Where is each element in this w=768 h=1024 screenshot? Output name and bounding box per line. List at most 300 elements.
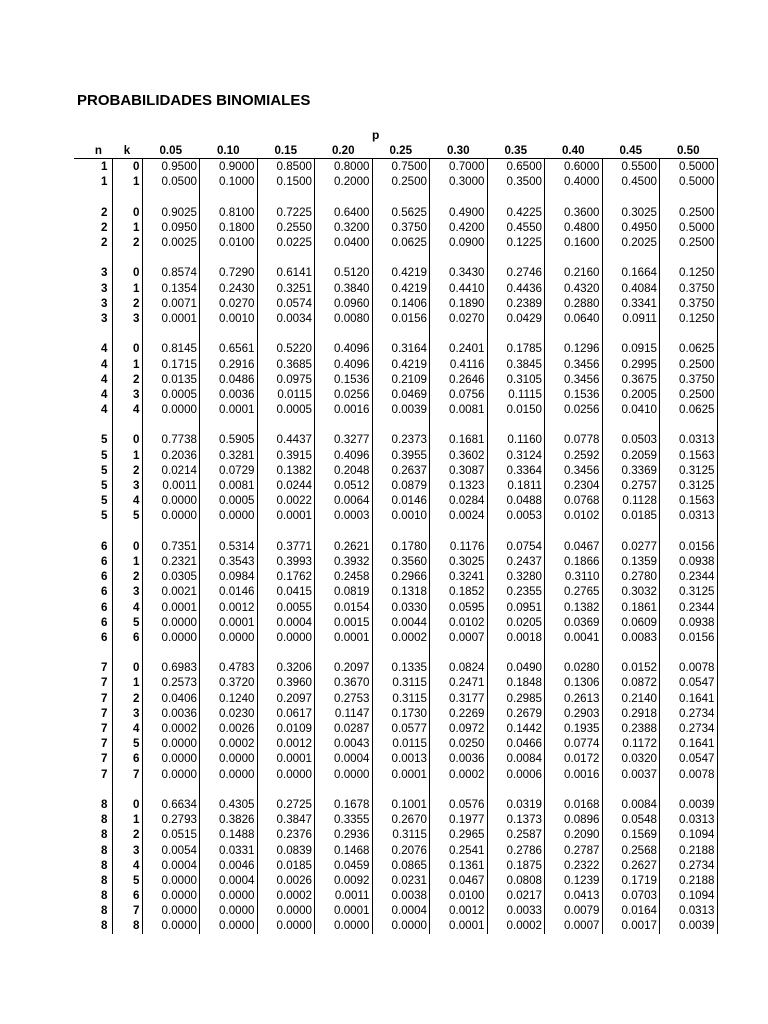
cell-probability: 0.1115 — [487, 387, 545, 402]
cell-probability: 0.2471 — [430, 675, 488, 690]
cell-probability: 0.3955 — [372, 448, 430, 463]
cell-probability: 0.3115 — [372, 675, 430, 690]
cell-probability: 0.0951 — [487, 599, 545, 614]
table-row — [74, 372, 717, 387]
cell-probability: 0.1569 — [602, 827, 660, 842]
cell-probability: 0.1641 — [660, 691, 718, 706]
cell-k: 3 — [112, 584, 142, 599]
cell-probability: 0.2430 — [200, 281, 258, 296]
cell-probability: 0.0490 — [487, 660, 545, 675]
cell-probability: 0.3125 — [660, 584, 718, 599]
cell-probability: 0.0003 — [315, 508, 373, 523]
table-header-row — [74, 143, 717, 159]
cell-probability: 0.1250 — [660, 311, 718, 326]
spacer-cell — [660, 782, 718, 797]
cell-probability: 0.3000 — [430, 174, 488, 189]
cell-k: 2 — [112, 827, 142, 842]
cell-probability: 0.1848 — [487, 675, 545, 690]
header-p: 0.05 — [142, 143, 200, 159]
cell-probability: 0.2500 — [660, 235, 718, 250]
cell-probability: 0.0011 — [315, 888, 373, 903]
cell-probability: 0.2140 — [602, 691, 660, 706]
cell-probability: 0.1678 — [315, 797, 373, 812]
cell-n: 2 — [101, 236, 108, 250]
cell-probability: 0.5000 — [660, 159, 718, 175]
cell-k: 0 — [112, 797, 142, 812]
spacer-cell — [545, 645, 603, 660]
cell-probability: 0.2321 — [142, 554, 200, 569]
cell-n: 7 — [101, 661, 108, 675]
cell-probability: 0.0839 — [257, 842, 315, 857]
cell-probability: 0.0400 — [315, 235, 373, 250]
cell-probability: 0.2401 — [430, 341, 488, 356]
cell-probability: 0.0084 — [602, 797, 660, 812]
cell-probability: 0.1094 — [660, 827, 718, 842]
cell-probability: 0.0002 — [142, 721, 200, 736]
cell-probability: 0.0013 — [372, 751, 430, 766]
spacer-cell — [372, 326, 430, 341]
cell-probability: 0.4225 — [487, 205, 545, 220]
table-row — [74, 432, 717, 447]
spacer-cell — [257, 782, 315, 797]
table-row — [74, 159, 717, 175]
cell-k: 4 — [112, 858, 142, 873]
spacer-cell — [545, 524, 603, 539]
spacer-cell — [602, 417, 660, 432]
cell-probability: 0.4116 — [430, 356, 488, 371]
cell-probability: 0.0083 — [602, 630, 660, 645]
cell-k: 8 — [112, 918, 142, 933]
cell-probability: 0.0768 — [545, 493, 603, 508]
cell-probability: 0.0640 — [545, 311, 603, 326]
cell-probability: 0.0001 — [142, 599, 200, 614]
cell-probability: 0.4320 — [545, 281, 603, 296]
spacer-cell — [200, 250, 258, 265]
table-row — [74, 174, 717, 189]
cell-n: 3 — [101, 281, 108, 295]
spacer-cell — [142, 417, 200, 432]
cell-probability: 0.0002 — [372, 630, 430, 645]
cell-probability: 0.2344 — [660, 599, 718, 614]
cell-probability: 0.0033 — [487, 903, 545, 918]
cell-probability: 0.9025 — [142, 205, 200, 220]
cell-probability: 0.0010 — [372, 508, 430, 523]
cell-probability: 0.5000 — [660, 220, 718, 235]
cell-probability: 0.4410 — [430, 281, 488, 296]
spacer-cell — [487, 524, 545, 539]
cell-probability: 0.0469 — [372, 387, 430, 402]
cell-probability: 0.3750 — [660, 372, 718, 387]
spacer-cell — [112, 417, 142, 432]
header-p: 0.30 — [430, 143, 488, 159]
cell-probability: 0.0102 — [430, 615, 488, 630]
spacer-cell — [430, 189, 488, 204]
cell-probability: 0.4096 — [315, 341, 373, 356]
cell-probability: 0.3281 — [200, 448, 258, 463]
table-row — [74, 888, 717, 903]
cell-probability: 0.2592 — [545, 448, 603, 463]
cell-probability: 0.1811 — [487, 478, 545, 493]
cell-probability: 0.3960 — [257, 675, 315, 690]
cell-probability: 0.3025 — [430, 554, 488, 569]
cell-k: 4 — [112, 721, 142, 736]
cell-probability: 0.0000 — [142, 767, 200, 782]
cell-probability: 0.0016 — [315, 402, 373, 417]
cell-n: 6 — [101, 570, 108, 584]
cell-probability: 0.0548 — [602, 812, 660, 827]
cell-probability: 0.1172 — [602, 736, 660, 751]
cell-n: 8 — [101, 828, 108, 842]
cell-probability: 0.0000 — [315, 767, 373, 782]
cell-n: 4 — [101, 372, 108, 386]
cell-probability: 0.2005 — [602, 387, 660, 402]
cell-probability: 0.3369 — [602, 463, 660, 478]
spacer-cell — [430, 417, 488, 432]
cell-probability: 0.0012 — [200, 599, 258, 614]
cell-probability: 0.3847 — [257, 812, 315, 827]
cell-probability: 0.0156 — [660, 630, 718, 645]
cell-probability: 0.3125 — [660, 463, 718, 478]
cell-probability: 0.0152 — [602, 660, 660, 675]
cell-probability: 0.7738 — [142, 432, 200, 447]
cell-probability: 0.0000 — [200, 918, 258, 933]
spacer-cell — [602, 189, 660, 204]
cell-probability: 0.1094 — [660, 888, 718, 903]
cell-k: 0 — [112, 159, 142, 175]
cell-probability: 0.1600 — [545, 235, 603, 250]
cell-probability: 0.5905 — [200, 432, 258, 447]
spacer-cell — [545, 326, 603, 341]
cell-probability: 0.2355 — [487, 584, 545, 599]
cell-probability: 0.3277 — [315, 432, 373, 447]
cell-probability: 0.2376 — [257, 827, 315, 842]
table-row — [74, 463, 717, 478]
spacer-cell — [112, 645, 142, 660]
cell-probability: 0.0164 — [602, 903, 660, 918]
cell-probability: 0.0080 — [315, 311, 373, 326]
spacer-cell — [315, 645, 373, 660]
cell-probability: 0.0774 — [545, 736, 603, 751]
cell-probability: 0.1160 — [487, 432, 545, 447]
cell-probability: 0.0287 — [315, 721, 373, 736]
spacer-cell — [487, 782, 545, 797]
cell-probability: 0.2965 — [430, 827, 488, 842]
cell-probability: 0.2109 — [372, 372, 430, 387]
cell-n: 3 — [101, 296, 108, 310]
cell-probability: 0.0109 — [257, 721, 315, 736]
cell-probability: 0.2389 — [487, 296, 545, 311]
cell-probability: 0.2344 — [660, 569, 718, 584]
cell-probability: 0.1664 — [602, 265, 660, 280]
table-row — [74, 235, 717, 250]
cell-probability: 0.2880 — [545, 296, 603, 311]
spacer-cell — [372, 417, 430, 432]
cell-probability: 0.0001 — [257, 508, 315, 523]
table-row — [74, 220, 717, 235]
cell-probability: 0.0824 — [430, 660, 488, 675]
cell-probability: 0.2160 — [545, 265, 603, 280]
cell-probability: 0.0046 — [200, 858, 258, 873]
cell-probability: 0.0026 — [200, 721, 258, 736]
cell-probability: 0.0466 — [487, 736, 545, 751]
cell-probability: 0.0016 — [545, 767, 603, 782]
cell-probability: 0.4219 — [372, 265, 430, 280]
cell-k: 3 — [112, 311, 142, 326]
cell-probability: 0.0081 — [430, 402, 488, 417]
cell-k: 2 — [112, 691, 142, 706]
cell-n: 8 — [101, 843, 108, 857]
cell-probability: 0.2734 — [660, 706, 718, 721]
cell-probability: 0.2587 — [487, 827, 545, 842]
cell-probability: 0.0001 — [142, 311, 200, 326]
cell-probability: 0.7225 — [257, 205, 315, 220]
cell-probability: 0.0021 — [142, 584, 200, 599]
cell-probability: 0.1354 — [142, 281, 200, 296]
table-row — [74, 767, 717, 782]
cell-probability: 0.2916 — [200, 356, 258, 371]
cell-probability: 0.4305 — [200, 797, 258, 812]
spacer-cell — [112, 326, 142, 341]
cell-probability: 0.8145 — [142, 341, 200, 356]
table-row — [74, 675, 717, 690]
table-row — [74, 539, 717, 554]
cell-probability: 0.0625 — [660, 402, 718, 417]
cell-k: 0 — [112, 539, 142, 554]
spacer-cell — [430, 782, 488, 797]
spacer-cell — [142, 645, 200, 660]
cell-probability: 0.2076 — [372, 842, 430, 857]
cell-n: 6 — [101, 615, 108, 629]
cell-probability: 0.1852 — [430, 584, 488, 599]
table-row — [74, 402, 717, 417]
spacer-cell — [257, 250, 315, 265]
cell-probability: 0.0415 — [257, 584, 315, 599]
cell-probability: 0.0000 — [200, 888, 258, 903]
cell-probability: 0.0214 — [142, 463, 200, 478]
spacer-cell — [112, 250, 142, 265]
cell-probability: 0.3543 — [200, 554, 258, 569]
cell-probability: 0.2734 — [660, 721, 718, 736]
cell-probability: 0.1563 — [660, 448, 718, 463]
cell-probability: 0.0034 — [257, 311, 315, 326]
cell-probability: 0.2725 — [257, 797, 315, 812]
cell-probability: 0.2388 — [602, 721, 660, 736]
cell-probability: 0.1861 — [602, 599, 660, 614]
cell-probability: 0.0256 — [545, 402, 603, 417]
cell-probability: 0.0000 — [257, 918, 315, 933]
spacer-cell — [200, 645, 258, 660]
cell-k: 2 — [112, 463, 142, 478]
cell-probability: 0.0018 — [487, 630, 545, 645]
cell-probability: 0.2613 — [545, 691, 603, 706]
cell-probability: 0.6983 — [142, 660, 200, 675]
header-p: 0.15 — [257, 143, 315, 159]
cell-probability: 0.3364 — [487, 463, 545, 478]
cell-probability: 0.2097 — [315, 660, 373, 675]
cell-probability: 0.3341 — [602, 296, 660, 311]
cell-probability: 0.2568 — [602, 842, 660, 857]
spacer-cell — [602, 250, 660, 265]
table-row — [74, 842, 717, 857]
binomial-table — [74, 143, 718, 934]
cell-probability: 0.7351 — [142, 539, 200, 554]
cell-probability: 0.1225 — [487, 235, 545, 250]
cell-probability: 0.0911 — [602, 311, 660, 326]
cell-n: 5 — [101, 463, 108, 477]
cell-probability: 0.0001 — [372, 767, 430, 782]
cell-probability: 0.0006 — [487, 767, 545, 782]
cell-probability: 0.1866 — [545, 554, 603, 569]
cell-probability: 0.0150 — [487, 402, 545, 417]
spacer-cell — [660, 524, 718, 539]
cell-probability: 0.0000 — [257, 903, 315, 918]
cell-probability: 0.2269 — [430, 706, 488, 721]
table-row — [74, 584, 717, 599]
cell-probability: 0.2373 — [372, 432, 430, 447]
cell-n: 2 — [101, 205, 108, 219]
cell-probability: 0.0960 — [315, 296, 373, 311]
cell-probability: 0.3032 — [602, 584, 660, 599]
cell-probability: 0.0703 — [602, 888, 660, 903]
cell-probability: 0.0004 — [315, 751, 373, 766]
spacer-cell — [487, 326, 545, 341]
cell-probability: 0.0000 — [200, 767, 258, 782]
spacer-cell — [660, 250, 718, 265]
spacer-cell — [430, 645, 488, 660]
cell-probability: 0.0244 — [257, 478, 315, 493]
cell-n: 3 — [101, 266, 108, 280]
cell-probability: 0.0037 — [602, 767, 660, 782]
spacer-cell — [660, 645, 718, 660]
cell-probability: 0.2734 — [660, 858, 718, 873]
cell-n: 7 — [101, 752, 108, 766]
cell-probability: 0.0000 — [142, 508, 200, 523]
cell-probability: 0.0547 — [660, 675, 718, 690]
cell-probability: 0.2048 — [315, 463, 373, 478]
spacer-cell — [200, 782, 258, 797]
spacer-cell — [660, 189, 718, 204]
cell-probability: 0.0500 — [142, 174, 200, 189]
cell-probability: 0.0100 — [200, 235, 258, 250]
cell-probability: 0.0092 — [315, 873, 373, 888]
spacer-cell — [430, 326, 488, 341]
cell-probability: 0.0000 — [372, 918, 430, 933]
cell-probability: 0.0000 — [315, 918, 373, 933]
spacer-cell — [315, 250, 373, 265]
cell-probability: 0.8000 — [315, 159, 373, 175]
cell-probability: 0.0078 — [660, 767, 718, 782]
spacer-cell — [315, 189, 373, 204]
cell-probability: 0.0819 — [315, 584, 373, 599]
cell-k: 4 — [112, 493, 142, 508]
cell-probability: 0.0270 — [430, 311, 488, 326]
cell-probability: 0.5000 — [660, 174, 718, 189]
spacer-cell — [602, 782, 660, 797]
header-n: n — [74, 143, 112, 159]
cell-probability: 0.8574 — [142, 265, 200, 280]
table-row — [74, 356, 717, 371]
cell-k: 6 — [112, 751, 142, 766]
spacer-cell — [74, 326, 112, 341]
cell-probability: 0.2621 — [315, 539, 373, 554]
cell-probability: 0.6400 — [315, 205, 373, 220]
cell-probability: 0.2646 — [430, 372, 488, 387]
cell-probability: 0.0004 — [142, 858, 200, 873]
cell-n: 4 — [101, 342, 108, 356]
spacer-cell — [257, 326, 315, 341]
cell-probability: 0.2188 — [660, 842, 718, 857]
cell-k: 1 — [112, 356, 142, 371]
cell-probability: 0.0330 — [372, 599, 430, 614]
header-p: 0.25 — [372, 143, 430, 159]
table-row — [74, 599, 717, 614]
cell-n: 8 — [101, 873, 108, 887]
spacer-cell — [200, 189, 258, 204]
cell-probability: 0.2437 — [487, 554, 545, 569]
cell-probability: 0.0413 — [545, 888, 603, 903]
cell-probability: 0.6561 — [200, 341, 258, 356]
cell-probability: 0.2753 — [315, 691, 373, 706]
group-spacer — [74, 782, 717, 797]
cell-k: 1 — [112, 812, 142, 827]
spacer-cell — [74, 417, 112, 432]
table-row — [74, 387, 717, 402]
cell-probability: 0.1359 — [602, 554, 660, 569]
cell-n: 6 — [101, 585, 108, 599]
cell-probability: 0.1977 — [430, 812, 488, 827]
cell-probability: 0.0024 — [430, 508, 488, 523]
cell-probability: 0.3251 — [257, 281, 315, 296]
cell-probability: 0.3670 — [315, 675, 373, 690]
cell-k: 4 — [112, 402, 142, 417]
cell-probability: 0.0000 — [257, 630, 315, 645]
cell-probability: 0.0872 — [602, 675, 660, 690]
cell-probability: 0.0313 — [660, 903, 718, 918]
cell-probability: 0.1536 — [545, 387, 603, 402]
cell-probability: 0.0012 — [257, 736, 315, 751]
spacer-cell — [200, 524, 258, 539]
cell-k: 5 — [112, 873, 142, 888]
cell-probability: 0.2090 — [545, 827, 603, 842]
cell-n: 8 — [101, 797, 108, 811]
cell-probability: 0.0225 — [257, 235, 315, 250]
spacer-cell — [257, 524, 315, 539]
table-row — [74, 751, 717, 766]
spacer-cell — [200, 326, 258, 341]
cell-probability: 0.1296 — [545, 341, 603, 356]
cell-probability: 0.3750 — [660, 281, 718, 296]
cell-probability: 0.3600 — [545, 205, 603, 220]
cell-probability: 0.0002 — [430, 767, 488, 782]
cell-k: 2 — [112, 569, 142, 584]
cell-probability: 0.0938 — [660, 554, 718, 569]
cell-probability: 0.3456 — [545, 463, 603, 478]
spacer-cell — [74, 250, 112, 265]
cell-probability: 0.3280 — [487, 569, 545, 584]
header-p: 0.20 — [315, 143, 373, 159]
table-row — [74, 205, 717, 220]
p-axis-label: p — [372, 128, 380, 142]
cell-probability: 0.0156 — [372, 311, 430, 326]
spacer-cell — [315, 417, 373, 432]
cell-k: 3 — [112, 478, 142, 493]
cell-probability: 0.0503 — [602, 432, 660, 447]
cell-n: 6 — [101, 554, 108, 568]
group-spacer — [74, 250, 717, 265]
cell-probability: 0.4219 — [372, 356, 430, 371]
cell-probability: 0.3750 — [372, 220, 430, 235]
cell-k: 6 — [112, 630, 142, 645]
